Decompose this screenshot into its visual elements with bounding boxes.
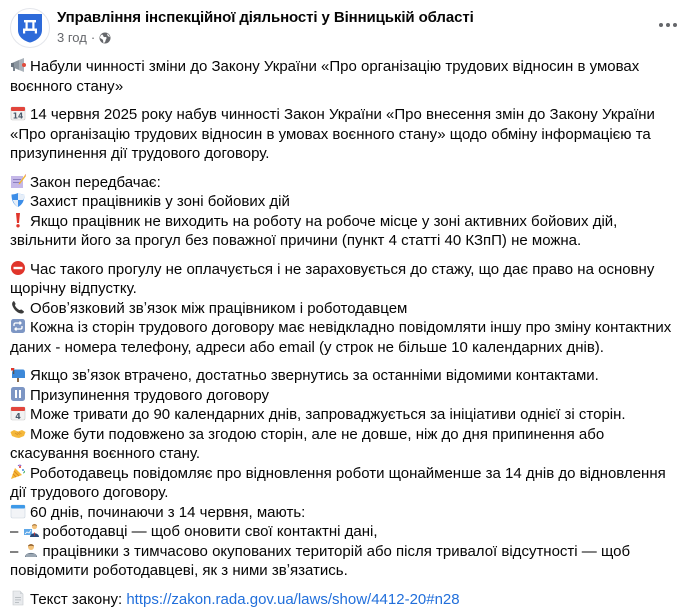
no-entry-icon: [10, 260, 26, 276]
paragraph-law-link: Текст закону: https://zakon.rada.gov.ua/laws/show/4412-20#n28: [10, 590, 686, 607]
calendar-icon: [10, 503, 26, 519]
list-item: – роботодавці — щоб оновити свої контактні дані,: [10, 523, 378, 540]
repeat-icon: [10, 318, 26, 334]
telephone-icon: [10, 299, 26, 315]
dot-icon: [659, 23, 663, 27]
list-item: Призупинення трудового договору: [10, 386, 686, 406]
paragraph-headline: Набули чинності зміни до Закону України «Про організацію трудових відносин в умовах воєнного стану»: [10, 58, 640, 95]
globe-icon[interactable]: [99, 32, 111, 44]
paragraph-suspension: [10, 366, 686, 581]
post-header: [0, 0, 690, 52]
law-text-link[interactable]: https://zakon.rada.gov.ua/laws/show/4412-20#n28: [126, 590, 460, 607]
svg-text:14: 14: [12, 111, 24, 121]
list-item: Може бути подовжено за згодою сторін, але не довше, ніж до дня припинення або скасування воєнного стану.: [10, 425, 605, 462]
dot-icon: [666, 23, 670, 27]
dot-icon: [673, 23, 677, 27]
exclamation-icon: [10, 212, 26, 228]
paragraph-absence: [10, 260, 686, 358]
svg-text:4: 4: [15, 411, 21, 421]
post-body: [10, 57, 686, 607]
worker-icon: [23, 542, 39, 558]
shield-logo-icon: [17, 13, 43, 43]
list-item: Захист працівників у зоні бойових дій: [10, 192, 686, 212]
more-options-button[interactable]: [650, 12, 686, 38]
document-icon: [10, 590, 26, 606]
memo-icon: [10, 173, 26, 189]
calendar-14-icon: [10, 105, 26, 121]
paragraph-law-provides: [10, 173, 686, 251]
megaphone-icon: [10, 57, 26, 73]
list-item: Якщо звʼязок втрачено, достатньо звернутись за останніми відомими контактами.: [10, 366, 686, 386]
list-item: Роботодавець повідомляє про відновлення роботи щонайменше за 14 днів до відновлення дії трудового договору.: [10, 464, 666, 501]
pause-icon: [10, 386, 26, 402]
list-item: Якщо працівник не виходить на роботу на робоче місце у зоні активних бойових дій, звільнити його за прогул без поважної причини (пункт 4 статті 40 КЗпП) не можна.: [10, 212, 618, 249]
businessman-icon: [23, 522, 39, 538]
calendar-4-icon: [10, 405, 26, 421]
paragraph-law-date: 14 14 червня 2025 року набув чинності Закон України «Про внесення змін до Закону України «Про організацію трудових відносин в умовах воєнного стану» щодо обміну інформацією та призупинення дії трудового договору.: [10, 106, 655, 162]
list-item: 4 Може тривати до 90 календарних днів, запроваджується за ініціативи однієї зі сторін.: [10, 405, 686, 425]
list-item: Закон передбачає:: [10, 173, 686, 193]
handshake-icon: [10, 425, 26, 441]
page-name-link[interactable]: Управління інспекційної діяльності у Вінницькій області: [57, 9, 474, 26]
mailbox-icon: [10, 366, 26, 382]
list-item: 60 днів, починаючи з 14 червня, мають:: [10, 503, 686, 523]
page-avatar[interactable]: [10, 8, 50, 48]
post-meta: [57, 30, 111, 45]
list-item: – працівники з тимчасово окупованих територій або після тривалої відсутності — щоб повідомити роботодавцеві, як з ними звʼязатись.: [10, 542, 631, 579]
shield-icon: [10, 192, 26, 208]
meta-separator: ·: [90, 30, 96, 45]
list-item: Обовʼязковий звʼязок між працівником і роботодавцем: [10, 299, 686, 319]
post-time-link[interactable]: 3 год: [57, 30, 87, 45]
party-popper-icon: [10, 464, 26, 480]
list-item: Час такого прогулу не оплачується і не зараховується до стажу, що дає право на основну щорічну відпустку.: [10, 260, 655, 297]
list-item: Кожна із сторін трудового договору має невідкладно повідомляти іншу про зміну контактних даних - номера телефону, адреси або email (у строк не більше 10 календарних днів).: [10, 319, 672, 356]
